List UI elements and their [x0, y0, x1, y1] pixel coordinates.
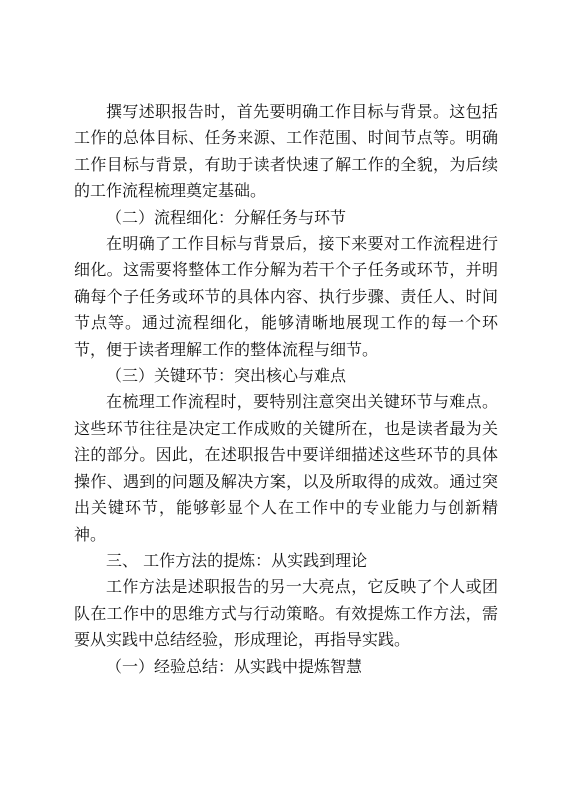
paragraph-goals-background: 撰写述职报告时，首先要明确工作目标与背景。这包括工作的总体目标、任务来源、工作范围、时间节点等。明确工作目标与背景，有助于读者快速了解工作的全貌，为后续的工作流程梳理奠定基础。 — [74, 102, 498, 201]
subheading-key-steps: （三）关键环节：突出核心与难点 — [106, 366, 347, 386]
paragraph-process-refinement: 在明确了工作目标与背景后，接下来要对工作流程进行细化。这需要将整体工作分解为若干个子任务或环节，并明确每个子任务或环节的具体内容、执行步骤、责任人、时间节点等。通过流程细化，能够清晰地展现工作的每一个环节，便于读者理解工作的整体流程与细节。 — [74, 234, 498, 359]
document-body — [74, 99, 498, 680]
subheading-process-refinement: （二）流程细化：分解任务与环节 — [106, 207, 347, 227]
paragraph-key-steps: 在梳理工作流程时，要特别注意突出关键环节与难点。这些环节往往是决定工作成败的关键所在，也是读者最为关注的部分。因此，在述职报告中要详细描述这些环节的具体操作、遇到的问题及解决方案，以及所取得的成效。通过突出关键环节，能够彰显个人在工作中的专业能力与创新精神。 — [74, 392, 498, 544]
paragraph-work-methods: 工作方法是述职报告的另一大亮点，它反映了个人或团队在工作中的思维方式与行动策略。有效提炼工作方法，需要从实践中总结经验，形成理论，再指导实践。 — [74, 577, 498, 650]
subheading-experience-summary: （一）经验总结：从实践中提炼智慧 — [106, 656, 363, 676]
section-heading-work-methods: 三、 工作方法的提炼：从实践到理论 — [106, 550, 368, 570]
